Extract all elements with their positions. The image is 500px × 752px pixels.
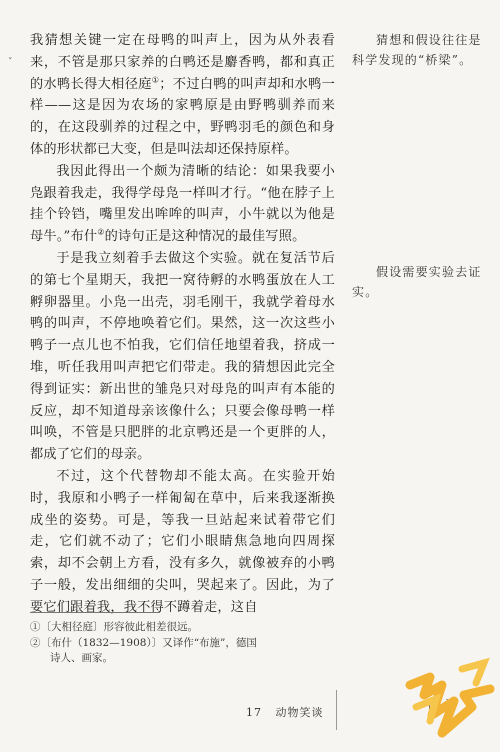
section-title: 动物笑谈 — [275, 706, 324, 719]
watermark-logo — [402, 655, 498, 745]
paragraph-1: 我猜想关键一定在母鸭的叫声上，因为从外表看来，不管是那只家养的白鸭还是麝香鸭，都和真正的水鸭长得大相径庭①；不过白鸭的叫声却和水鸭一样——这是因为农场的家鸭原是由野鸭驯养而来的，在这段驯养的过程之中，野鸭羽毛的颜色和身体的形状都已大变，但是叫法却还保持原样。 — [30, 33, 335, 157]
footnote-2-continued: 诗人、画家。 — [50, 652, 113, 664]
page-number: 17 — [246, 706, 262, 719]
side-note-1: 猜想和假设往往是科学发现的“桥梁”。 — [352, 33, 482, 67]
reading-tab: 阅读 — [428, 698, 462, 711]
side-note-2: 假设需要实验去证实。 — [352, 265, 482, 299]
margin-mark: ˇ — [8, 58, 13, 68]
footer-divider — [336, 690, 337, 730]
footnote-ref-2[interactable]: ② — [97, 227, 105, 237]
footnote-2: ②〔布什（1832—1908）〕又译作“布施”，德国 — [30, 636, 257, 649]
footnote-divider — [30, 612, 160, 613]
footnote-1: ①〔大相径庭〕形容彼此相差很远。 — [30, 621, 198, 633]
main-text — [30, 30, 335, 619]
page-footer — [246, 704, 324, 720]
paragraph-3: 于是我立刻着手去做这个实验。就在复活节后的第七个星期天，我把一窝待孵的水鸭蛋放在人工孵卵器里。小凫一出壳，羽毛刚干，我就学着母水鸭的叫声，不停地唤着它们。果然，这一次这些小鸭子一点儿也不怕我，它们信任地望着我，挤成一堆，听任我用叫声把它们带走。我的猜想因此完全得到证实：新出世的雏凫只对母凫的叫声有本能的反应，却不知道母亲该像什么；只要会像母鸭一样叫唤，不管是只肥胖的北京鸭还是一个更胖的人，都成了它们的母亲。 — [30, 250, 335, 463]
footnotes — [30, 620, 330, 667]
footnote-ref-1[interactable]: ① — [151, 75, 160, 85]
paragraph-4: 不过，这个代替物却不能太高。在实验开始时，我原和小鸭子一样匍匐在草中，后来我逐渐换成坐的姿势。可是，等我一旦站起来试着带它们走，它们就不动了；它们小眼睛焦急地向四周探索，却不会朝上方看，没有多久，就像被弃的小鸭子一般，发出细细的尖叫，哭起来了。因此，为了要它们跟着我，我不得不蹲着走，这自 — [30, 468, 335, 615]
paragraph-2: 我因此得出一个颇为清晰的结论：如果我要小凫跟着我走，我得学母凫一样叫才行。“他在脖子上挂个铃铛，嘴里发出哞哞的叫声，小牛就以为他是母牛。”布什②的诗句正是这种情况的最佳写照。 — [30, 163, 335, 245]
